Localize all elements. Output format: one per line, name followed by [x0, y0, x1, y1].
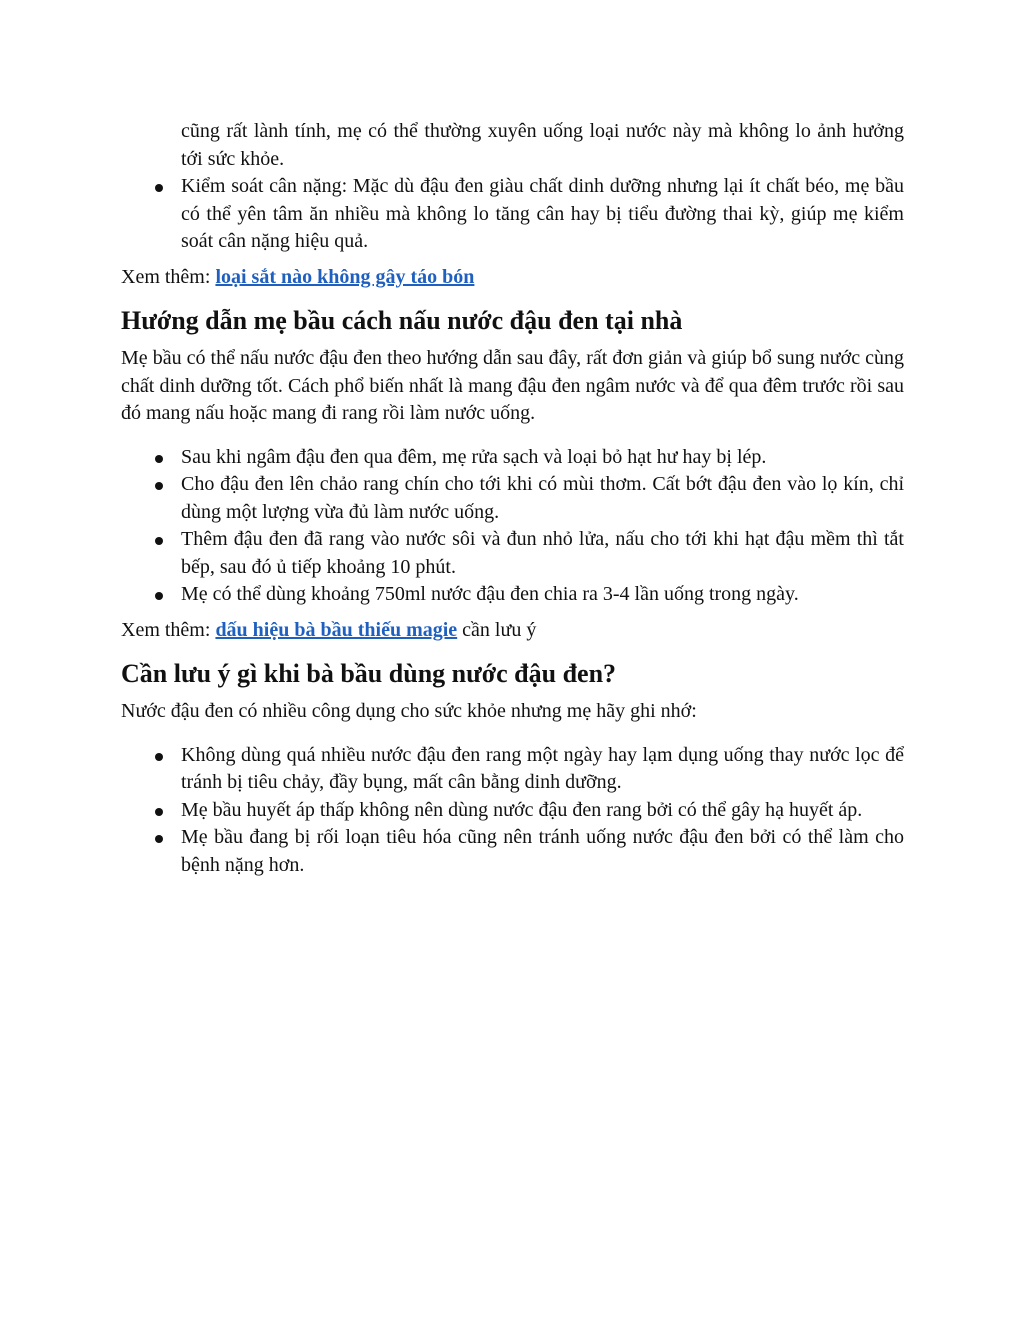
- bullet-icon: [155, 753, 163, 761]
- list-item: [121, 742, 904, 797]
- bullet-icon: [155, 537, 163, 545]
- see-more-prefix: Xem thêm:: [121, 265, 216, 288]
- list-item: [121, 444, 904, 472]
- section-paragraph-cooking: Mẹ bầu có thể nấu nước đậu đen theo hướng dẫn sau đây, rất đơn giản và giúp bổ sung nước cùng chất dinh dưỡng tốt. Cách phổ biến nhất là mang đậu đen ngâm nước và để qua đêm trước rồi sau đó mang nấu hoặc mang đi rang rồi làm nước uống.: [121, 347, 904, 424]
- see-more-link-magnesium[interactable]: dấu hiệu bà bầu thiếu magie: [215, 618, 458, 641]
- list-item: [121, 526, 904, 581]
- bullet-icon: [155, 455, 163, 463]
- list-item: [121, 581, 904, 609]
- bullet-icon: [155, 184, 163, 192]
- bullet-icon: [155, 482, 163, 490]
- notes-list: [121, 742, 904, 880]
- section-heading-cooking: Hướng dẫn mẹ bầu cách nấu nước đậu đen tại nhà: [121, 306, 683, 335]
- list-item: [121, 797, 904, 825]
- list-item: [121, 471, 904, 526]
- see-more-line-1: [121, 264, 904, 292]
- list-item: [121, 824, 904, 879]
- section-heading-notes: Cần lưu ý gì khi bà bầu dùng nước đậu đen?: [121, 659, 617, 688]
- bullet-icon: [155, 835, 163, 843]
- bullet-icon: [155, 592, 163, 600]
- list-item-text: Mẹ có thể dùng khoảng 750ml nước đậu đen chia ra 3-4 lần uống trong ngày.: [181, 583, 799, 605]
- section-paragraph-notes: Nước đậu đen có nhiều công dụng cho sức khỏe nhưng mẹ hãy ghi nhớ:: [121, 700, 697, 722]
- document-page: [121, 118, 904, 879]
- continued-bullet-text: cũng rất lành tính, mẹ có thể thường xuyên uống loại nước này mà không lo ảnh hưởng tới sức khỏe.: [181, 120, 904, 170]
- list-item-text: Sau khi ngâm đậu đen qua đêm, mẹ rửa sạch và loại bỏ hạt hư hay bị lép.: [181, 445, 767, 468]
- intro-bullet-list: [121, 173, 904, 256]
- list-item-text: Thêm đậu đen đã rang vào nước sôi và đun nhỏ lửa, nấu cho tới khi hạt đậu mềm thì tắt bếp, sau đó ủ tiếp khoảng 10 phút.: [181, 528, 904, 578]
- see-more-suffix: cần lưu ý: [457, 618, 537, 641]
- see-more-link-iron[interactable]: loại sắt nào không gây táo bón: [215, 265, 475, 288]
- list-item-text: Mẹ bầu huyết áp thấp không nên dùng nước đậu đen rang bởi có thể gây hạ huyết áp.: [181, 798, 863, 821]
- bullet-icon: [155, 808, 163, 816]
- list-item-text: Không dùng quá nhiều nước đậu đen rang một ngày hay lạm dụng uống thay nước lọc để tránh bị tiêu chảy, đầy bụng, mất cân bằng dinh dưỡng.: [181, 743, 904, 793]
- list-item-text: Kiểm soát cân nặng: Mặc dù đậu đen giàu chất dinh dưỡng nhưng lại ít chất béo, mẹ bầu có thể yên tâm ăn nhiều mà không lo tăng cân hay bị tiểu đường thai kỳ, giúp mẹ kiểm soát cân nặng hiệu quả.: [181, 175, 904, 252]
- list-item-text: Mẹ bầu đang bị rối loạn tiêu hóa cũng nên tránh uống nước đậu đen bởi có thể làm cho bệnh nặng hơn.: [181, 826, 904, 876]
- see-more-line-2: [121, 617, 904, 645]
- see-more-prefix: Xem thêm:: [121, 618, 216, 641]
- list-item-text: Cho đậu đen lên chảo rang chín cho tới khi có mùi thơm. Cất bớt đậu đen vào lọ kín, chỉ dùng một lượng vừa đủ làm nước uống.: [181, 473, 904, 523]
- cooking-steps-list: [121, 444, 904, 609]
- list-item: [121, 173, 904, 256]
